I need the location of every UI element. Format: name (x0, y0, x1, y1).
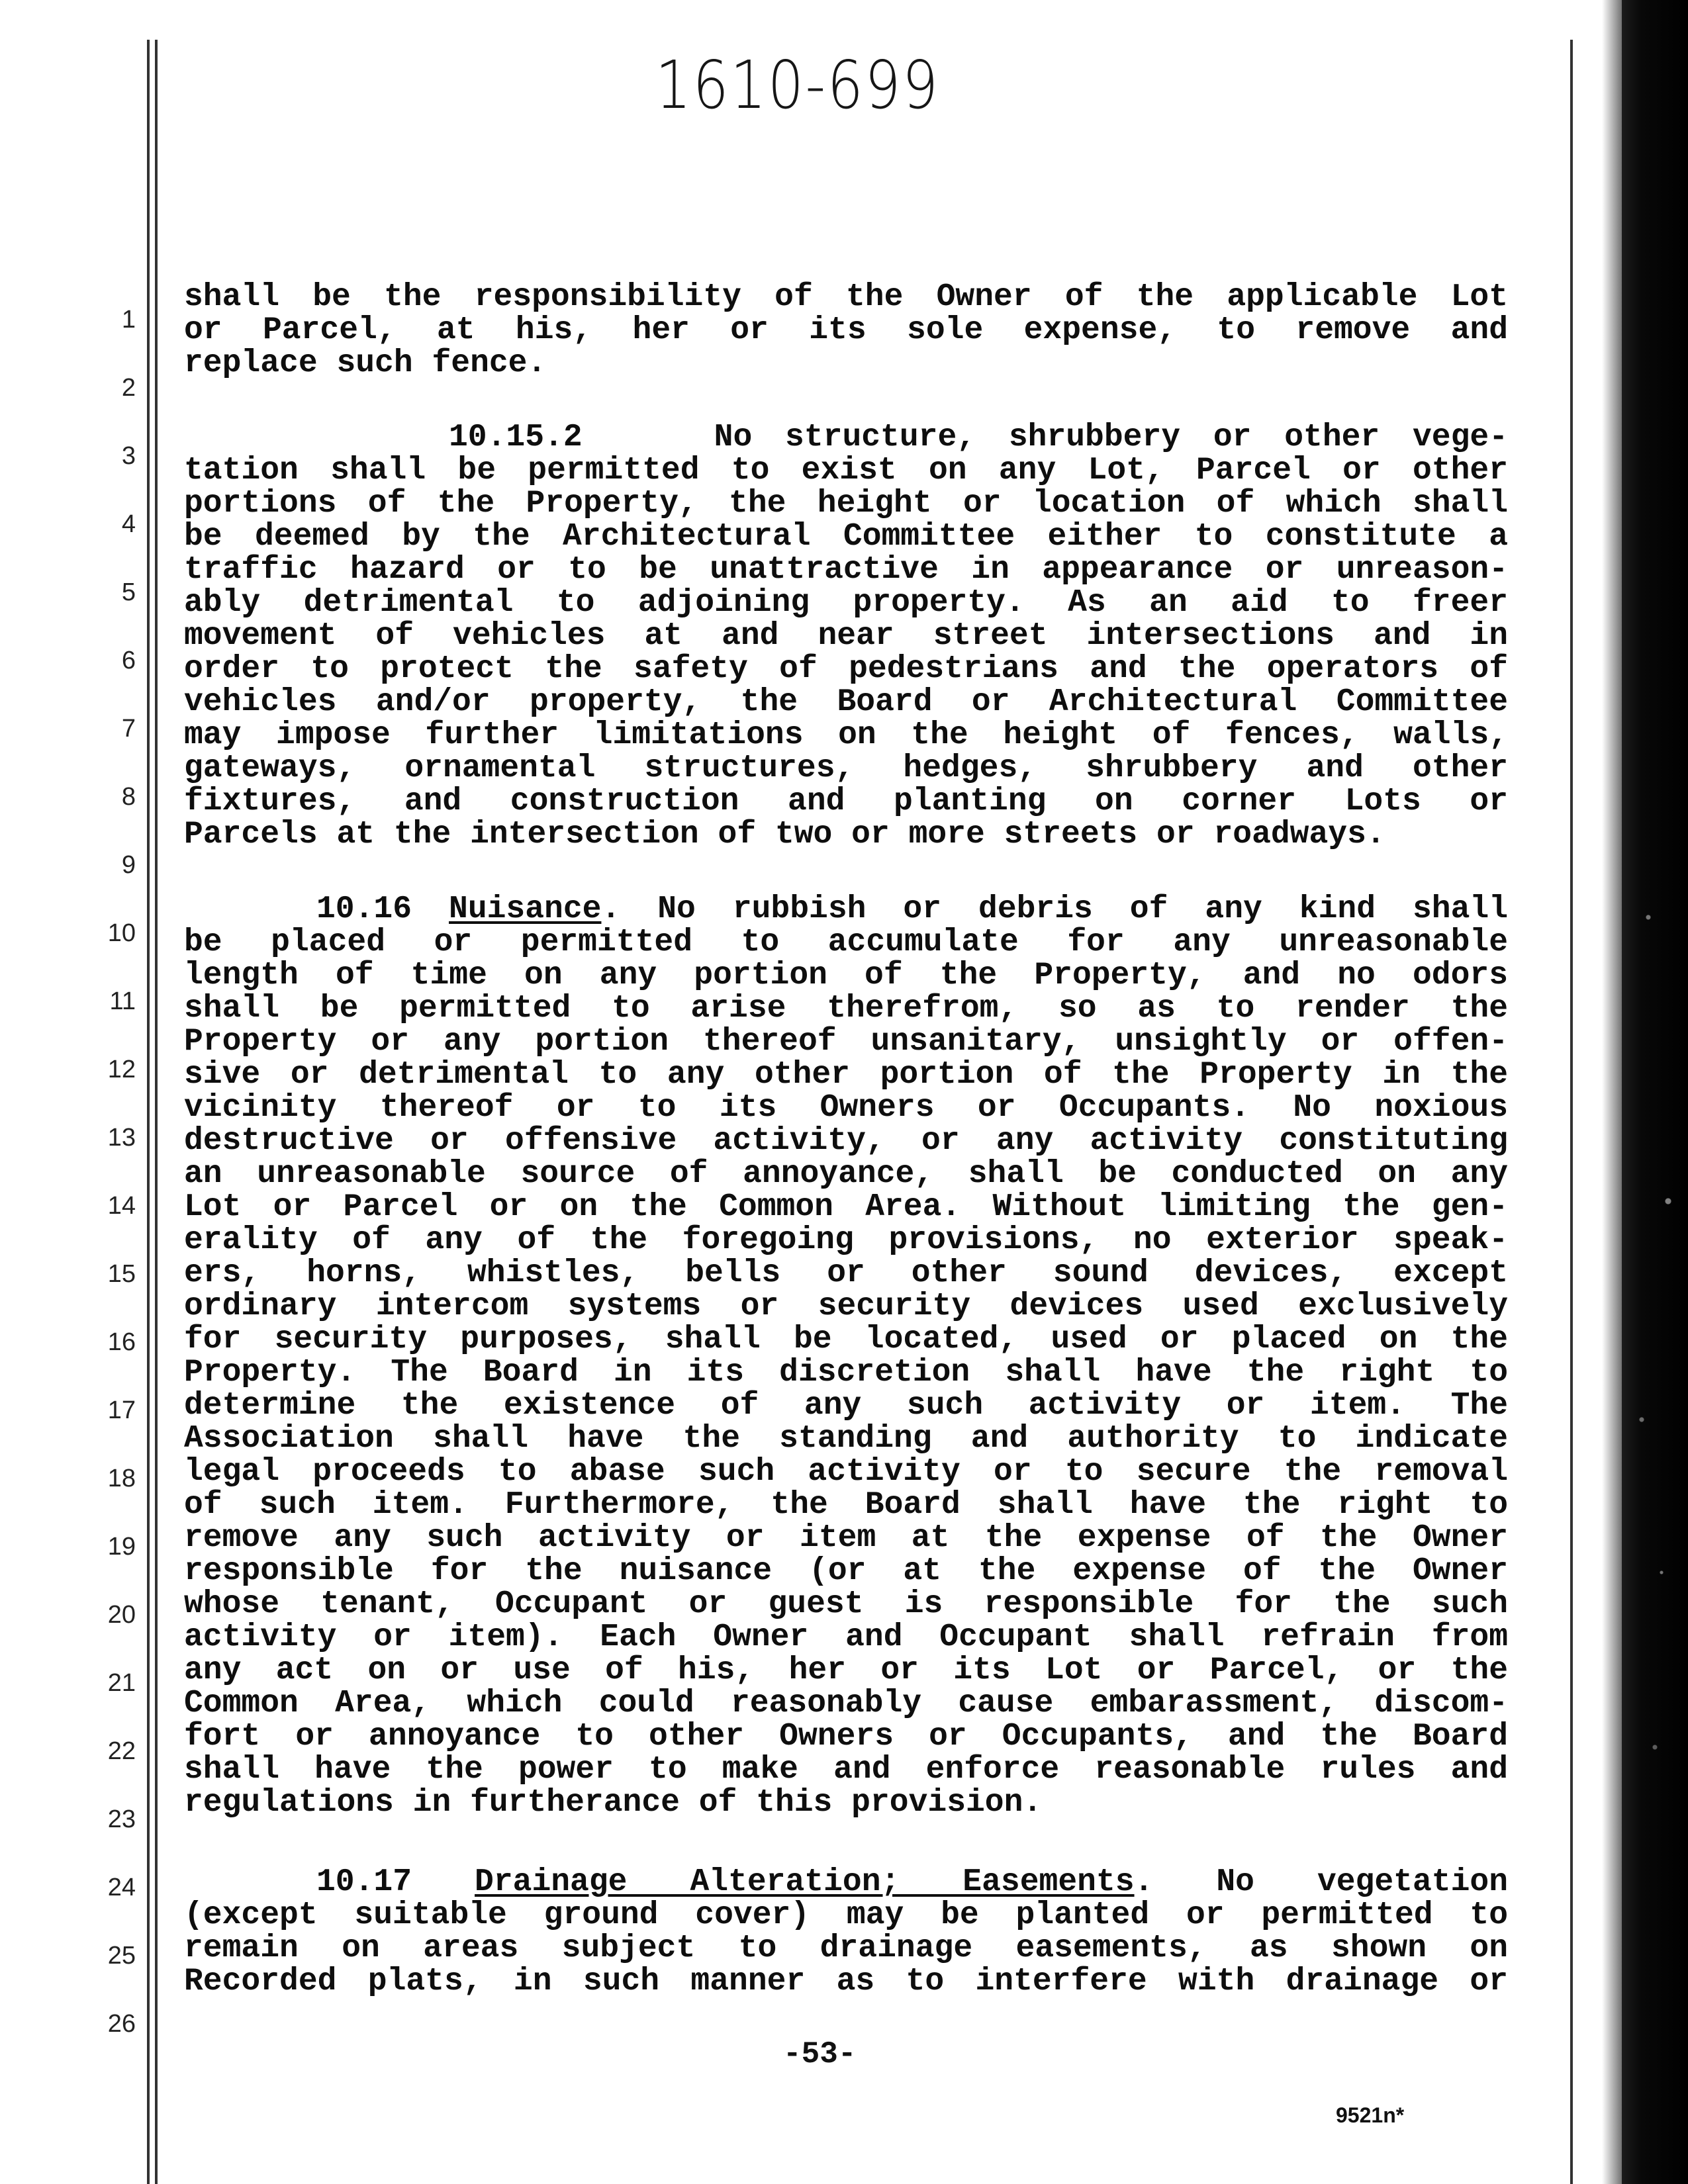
section-number: 10.16 (316, 891, 412, 927)
line-number: 4 (121, 510, 136, 538)
text-line: fort or annoyance to other Owners or Occupants, and the Board (184, 1719, 1508, 1754)
text-line: Property. The Board in its discretion shall have the right to (184, 1355, 1508, 1390)
text-line: responsible for the nuisance (or at the expense of the Owner (184, 1553, 1508, 1589)
text-line: Association shall have the standing and authority to indicate (184, 1421, 1508, 1457)
line-number: 6 (121, 647, 136, 674)
section-text: . No rubbish or debris of any kind shall (601, 891, 1509, 927)
text-line: Common Area, which could reasonably cause embarassment, discom- (184, 1686, 1508, 1721)
line-number: 25 (107, 1942, 136, 1970)
scan-shadow (1602, 0, 1622, 2184)
page-number: -53- (783, 2037, 857, 2071)
line-number: 22 (107, 1737, 136, 1765)
line-number: 14 (107, 1192, 136, 1220)
text-line: Lot or Parcel or on the Common Area. Without limiting the gen- (184, 1189, 1508, 1225)
text-line: Recorded plats, in such manner as to interfere with drainage or (184, 1964, 1508, 1999)
line-number: 16 (107, 1328, 136, 1356)
line-number: 18 (107, 1465, 136, 1492)
line-number: 13 (107, 1124, 136, 1152)
text-line: traffic hazard or to be unattractive in appearance or unreason- (184, 552, 1508, 588)
section-heading: Nuisance (449, 891, 602, 927)
text-line: for security purposes, shall be located, used or placed on the (184, 1322, 1508, 1357)
line-number: 1 (121, 306, 136, 334)
text-line: ordinary intercom systems or security devices used exclusively (184, 1289, 1508, 1324)
line-number: 8 (121, 783, 136, 811)
line-number: 11 (109, 987, 136, 1015)
left-margin-rule (147, 40, 150, 2184)
text-line: erality of any of the foregoing provisions, no exterior speak- (184, 1222, 1508, 1258)
text-line: of such item. Furthermore, the Board shall have the right to (184, 1487, 1508, 1523)
line-number: 24 (107, 1874, 136, 1901)
line-number: 23 (107, 1805, 136, 1833)
text-line: regulations in furtherance of this provision. (184, 1785, 1043, 1821)
text-line: portions of the Property, the height or location of which shall (184, 486, 1508, 522)
text-line: be deemed by the Architectural Committee either to constitute a (184, 519, 1508, 555)
text-line: any act on or use of his, her or its Lot or Parcel, or the (184, 1653, 1508, 1688)
text-line: (except suitable ground cover) may be planted or permitted to (184, 1897, 1508, 1933)
section-first-line (184, 1866, 1508, 1898)
text-line: ers, horns, whistles, bells or other sound devices, except (184, 1255, 1508, 1291)
text-line: remain on areas subject to drainage easements, as shown on (184, 1931, 1508, 1966)
section-first-line (184, 422, 1508, 453)
line-number: 17 (107, 1396, 136, 1424)
text-line: sive or detrimental to any other portion of the Property in the (184, 1057, 1508, 1093)
text-line: be placed or permitted to accumulate for any unreasonable (184, 925, 1508, 960)
text-line: or Parcel, at his, her or its sole expense, to remove and (184, 312, 1508, 348)
section-heading: Drainage Alteration; Easements (475, 1864, 1135, 1900)
section-first-line (184, 893, 1508, 925)
text-line: fixtures, and construction and planting on corner Lots or (184, 784, 1508, 819)
line-number: 26 (107, 2010, 136, 2038)
text-line: ably detrimental to adjoining property. As an aid to freer (184, 585, 1508, 621)
text-line: legal proceeds to abase such activity or to secure the removal (184, 1454, 1508, 1490)
book-page-number: 1610-699 (655, 46, 940, 124)
text-line: order to protect the safety of pedestrians and the operators of (184, 651, 1508, 687)
text-line: tation shall be permitted to exist on any Lot, Parcel or other (184, 453, 1508, 488)
line-number: 9 (121, 851, 136, 879)
section-number: 10.15.2 (449, 420, 583, 455)
text-line: activity or item). Each Owner and Occupant shall refrain from (184, 1619, 1508, 1655)
text-line: movement of vehicles at and near street intersections and in (184, 618, 1508, 654)
section-text: No structure, shrubbery or other vege- (714, 420, 1509, 455)
text-line: whose tenant, Occupant or guest is responsible for the such (184, 1586, 1508, 1622)
line-number: 15 (107, 1260, 136, 1288)
text-line: Property or any portion thereof unsanitary, unsightly or offen- (184, 1024, 1508, 1060)
line-number: 21 (107, 1669, 136, 1697)
text-line: an unreasonable source of annoyance, shall be conducted on any (184, 1156, 1508, 1192)
text-line: shall be the responsibility of the Owner of the applicable Lot (184, 279, 1508, 315)
text-line: vehicles and/or property, the Board or Architectural Committee (184, 684, 1508, 720)
text-line: replace such fence. (184, 345, 547, 381)
line-number: 7 (121, 715, 136, 743)
document-code: 9521n* (1336, 2103, 1405, 2127)
line-number: 5 (121, 578, 136, 606)
scan-dark-edge (1622, 0, 1688, 2184)
text-line: shall have the power to make and enforce reasonable rules and (184, 1752, 1508, 1788)
text-line: remove any such activity or item at the expense of the Owner (184, 1520, 1508, 1556)
text-line: length of time on any portion of the Property, and no odors (184, 958, 1508, 993)
left-margin-rule (155, 40, 158, 2184)
text-line: vicinity thereof or to its Owners or Occupants. No noxious (184, 1090, 1508, 1126)
text-line: determine the existence of any such activity or item. The (184, 1388, 1508, 1424)
line-number: 20 (107, 1601, 136, 1629)
line-number: 19 (107, 1533, 136, 1561)
text-line: Parcels at the intersection of two or more streets or roadways. (184, 817, 1385, 852)
text-line: gateways, ornamental structures, hedges, shrubbery and other (184, 751, 1508, 786)
section-number: 10.17 (316, 1864, 412, 1900)
line-number: 3 (121, 442, 136, 470)
right-margin-rule (1570, 40, 1573, 2184)
line-number: 2 (121, 374, 136, 402)
text-line: destructive or offensive activity, or any activity constituting (184, 1123, 1508, 1159)
text-line: shall be permitted to arise therefrom, so as to render the (184, 991, 1508, 1026)
line-number: 12 (107, 1056, 136, 1083)
text-line: may impose further limitations on the height of fences, walls, (184, 717, 1508, 753)
line-number: 10 (107, 919, 136, 947)
section-text: . No vegetation (1134, 1864, 1508, 1900)
